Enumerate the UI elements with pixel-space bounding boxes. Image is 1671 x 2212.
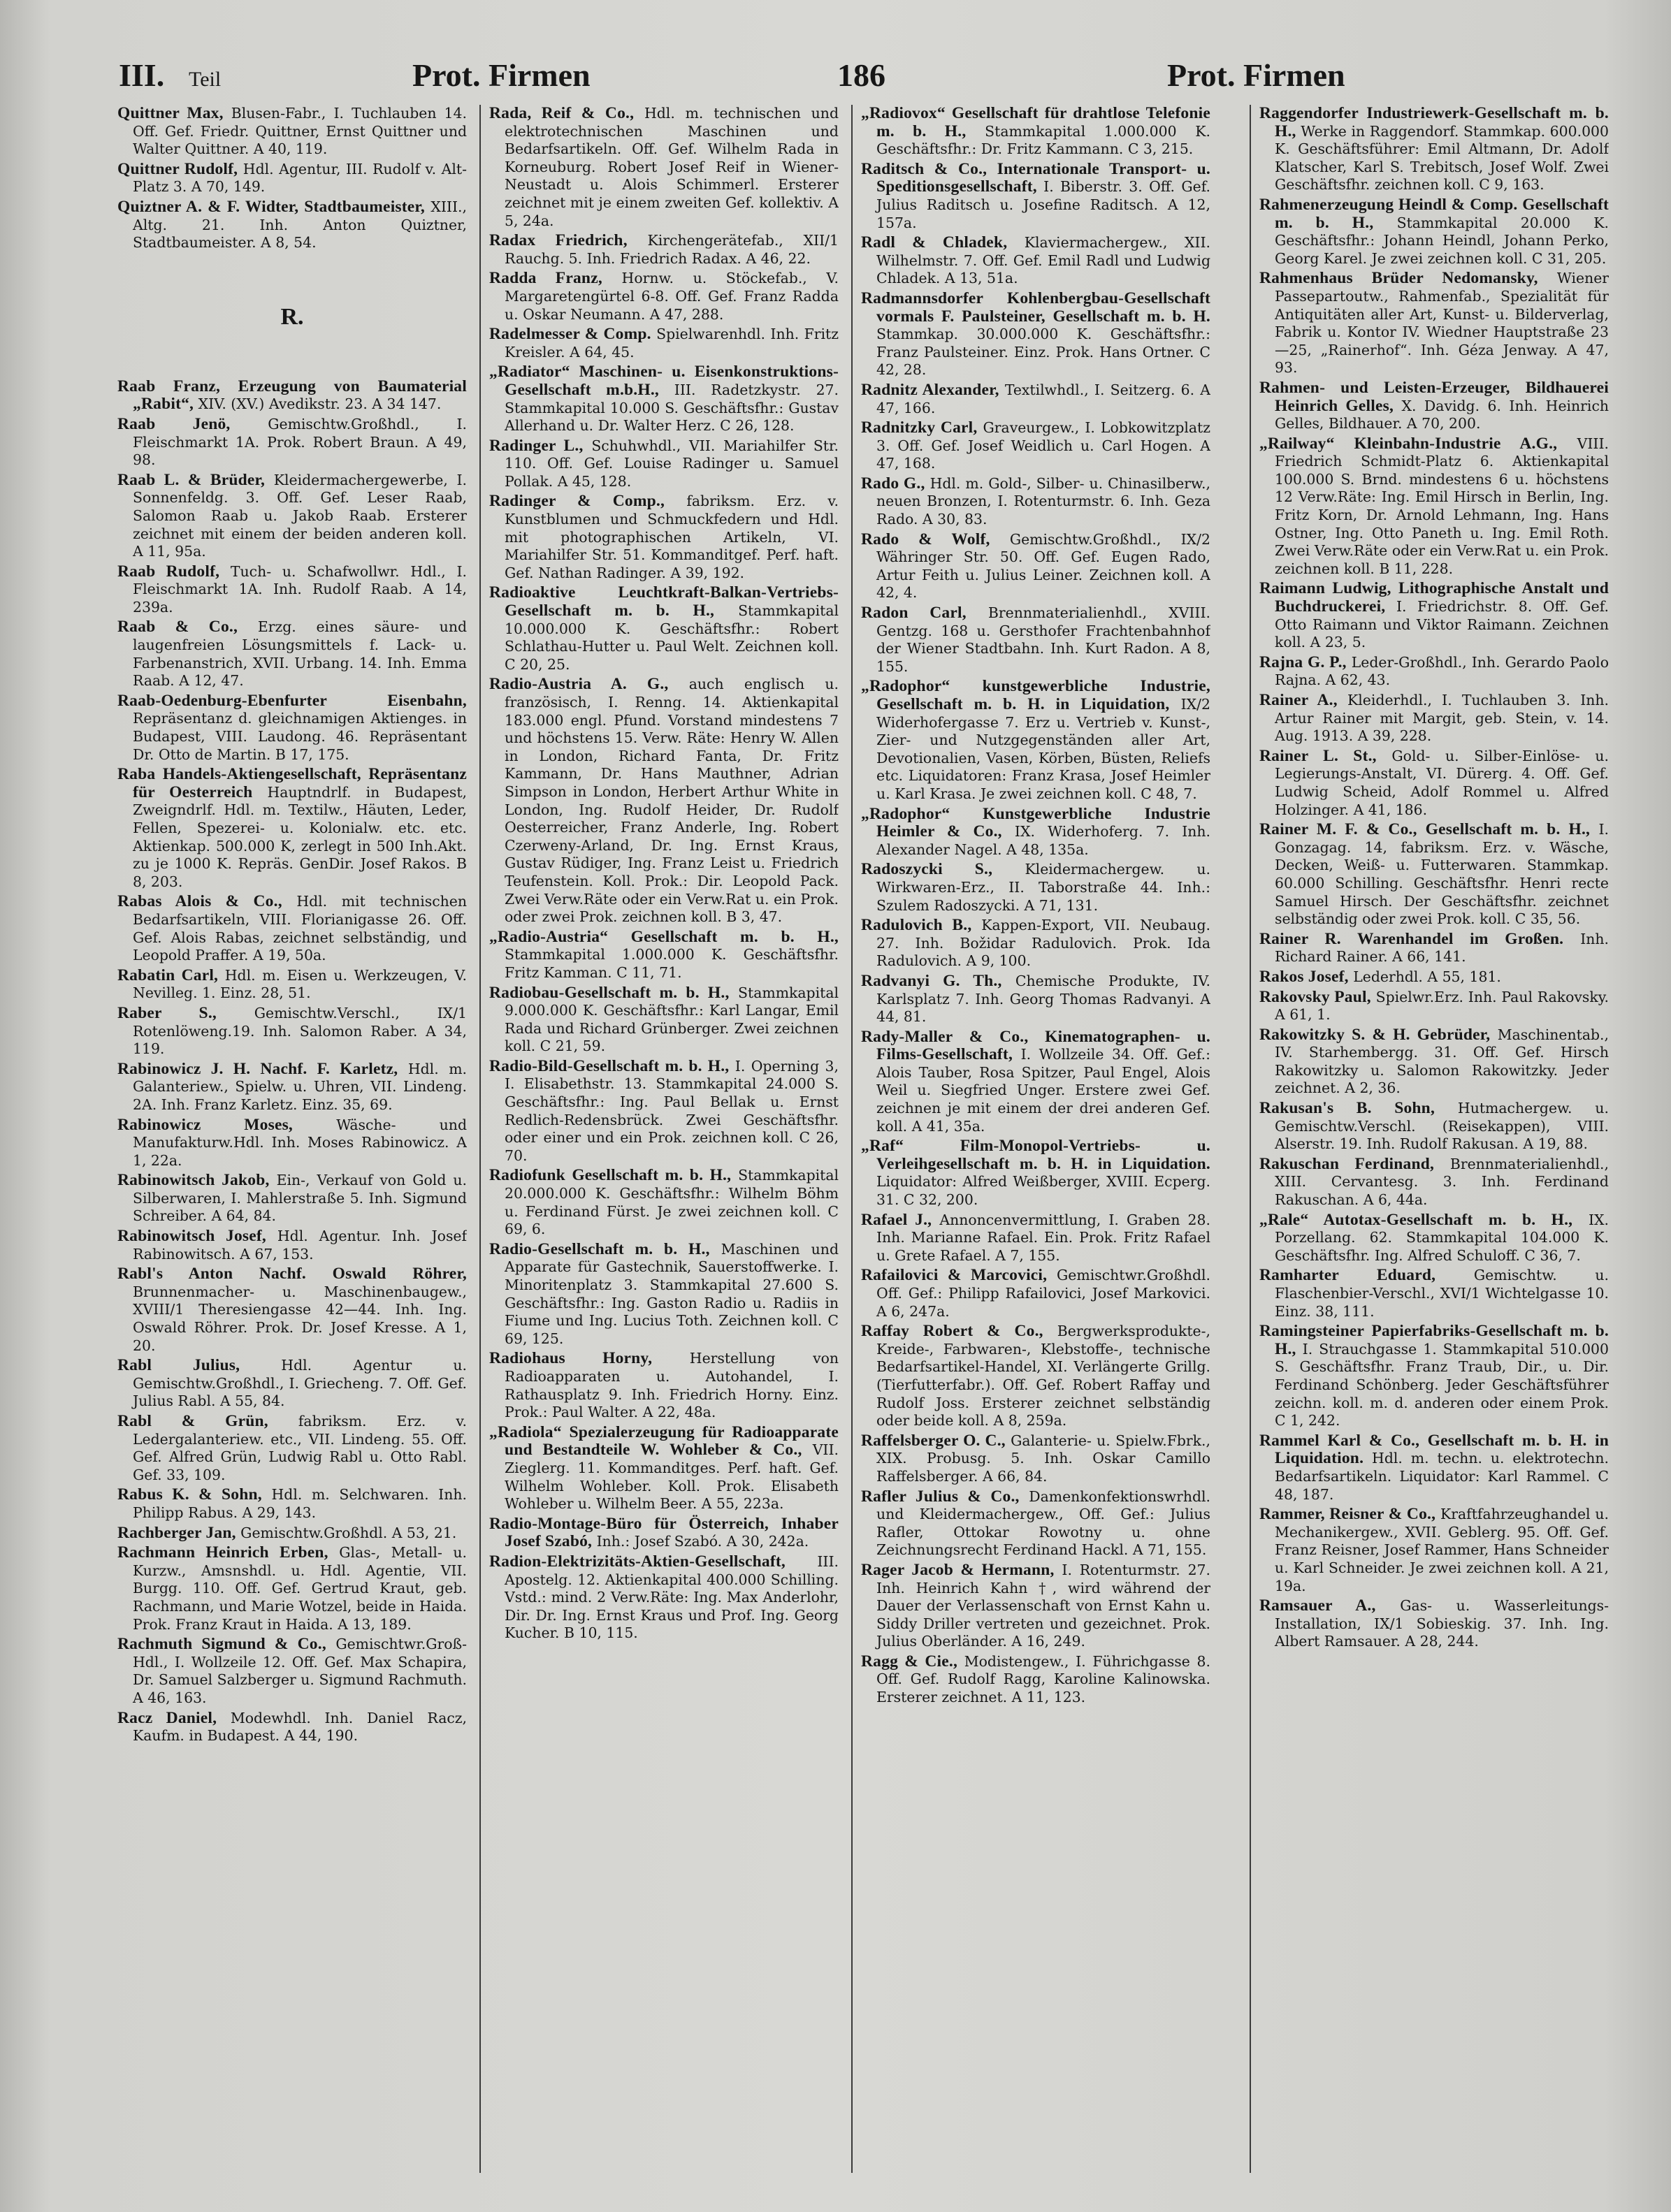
firm-entry xyxy=(117,893,467,964)
firm-name: Radulovich B., xyxy=(861,916,972,935)
firm-details: Hdl. m. technischen und elektrotechnischen Maschinen und Bedarfsartikeln. Off. Gef. Wilhelm Rada in Korneuburg. Robert Josef Reif in Wiener-Neustadt u. Alois Schimmerl. Ersterer zeichnet mit je einem zweiten Gef. kollektiv. A 5, 24a. xyxy=(505,105,839,229)
firm-name: Rachmuth Sigmund & Co., xyxy=(117,1635,326,1654)
column-3 xyxy=(861,105,1210,2187)
firm-details: auch englisch u. französisch, I. Renng. 14. Aktienkapital 183.000 engl. Pfund. Vorstand mindestens 7 und höchstens 15. Verw. Räte: Henry W. Allen in London, Richard Fanta, Dr. Fritz Kammann, Dr. Hans Mauthner, Adrian Simpson in London, Herbert Arthur White in London, Ing. Rudolf Heider, Dr. Rudolf Oesterreicher, Franz Anderle, Ing. Robert Czerweny-Arland, Dr. Ing. Ernst Kraus, Gustav Rüdiger, Ing. Franz Leist u. Friedrich Teufenstein. Koll. Prok.: Dir. Leopold Pack. Zwei Verw.Räte oder ein Verw.Rat u. ein Prok. oder zwei Prok. zeichnen koll. B 3, 47. xyxy=(505,676,839,926)
firm-name: Ramingsteiner Papierfabriks-Gesellschaft m. b. H., xyxy=(1259,1322,1609,1358)
firm-name: Ramsauer A., xyxy=(1259,1596,1376,1615)
firm-name: „Radiator“ Maschinen- u. Eisenkonstruktions-Gesellschaft m.b.H., xyxy=(489,363,839,399)
firm-entry xyxy=(489,270,839,323)
firm-details: Stammkapital 10.000.000 K. Geschäftsfhr.: Robert Schlathau-Hutter u. Paul Welt. Zeichnen koll. C 20, 25. xyxy=(505,602,839,673)
firm-details: fabriksm. Erz. v. Kunstblumen und Schmuckfedern und Hdl. mit photographischen Artikeln, VI. Mariahilfer Str. 51. Kommanditgef. Perf. haft. Gef. Nathan Radinger. A 39, 192. xyxy=(505,493,839,581)
firm-name: Raab Jenö, xyxy=(117,414,231,433)
firm-entry xyxy=(1259,821,1609,929)
firm-name: Rakos Josef, xyxy=(1259,967,1349,986)
firm-details: Stammkapital 9.000.000 K. Geschäftsfhr.: Karl Langar, Emil Rada und Richard Grünberger. Zwei zeichnen koll. C 21, 59. xyxy=(505,984,839,1055)
firm-name: Rakusan's B. Sohn, xyxy=(1259,1099,1435,1118)
firm-entry xyxy=(861,806,1210,859)
firm-details: I. Gonzagag. 14, fabriksm. Erz. v. Wäsche, Decken, Weiß- u. Futterwaren. Stammkap. 60.000 Schilling. Geschäftsfhr. Henri recte Samuel Hirsch. Der Geschäftsfhr. zeichnet selbständig oder zwei Prok. koll. C 35, 56. xyxy=(1275,821,1609,928)
column-rule xyxy=(479,105,481,2173)
firm-details: XIV. (XV.) Avedikstr. 23. A 34 147. xyxy=(198,395,442,413)
firm-entry xyxy=(861,604,1210,676)
firm-entry xyxy=(489,493,839,582)
firm-entry xyxy=(117,1228,467,1263)
firm-name: „Railway“ Kleinbahn-Industrie A.G., xyxy=(1259,434,1558,453)
firm-name: Rabl Julius, xyxy=(117,1356,240,1375)
firm-details: Glas-, Metall- u. Kurzw., Amsnshdl. u. Hdl. Agentie, VII. Burgg. 110. Off. Gef. Gertrud Kraut, geb. Rachmann, und Marie Wotzel, beide in Haida. Prok. Franz Kraut in Haida. A 13, 189. xyxy=(133,1544,467,1633)
firm-details: Maschinen und Apparate für Gastechnik, Sauerstoffwerke. I. Minoritenplatz 3. Stammkapital 27.600 S. Geschäftsfhr.: Ing. Gaston Radio u. Radiis in Fiume und Ing. Lucius Toth. Zeichnen koll. C 69, 125. xyxy=(505,1240,839,1347)
firm-details: Kirchengerätefab., XII/1 Rauchg. 5. Inh. Friedrich Radax. A 46, 22. xyxy=(505,232,839,267)
firm-entry xyxy=(117,1486,467,1522)
firm-details: Hdl. Agentur u. Gemischtw.Großhdl., I. Griecheng. 7. Off. Gef. Julius Rabl. A 55, 84. xyxy=(133,1357,467,1410)
firm-entry xyxy=(117,766,467,891)
firm-name: Rabus K. & Sohn, xyxy=(117,1485,262,1504)
firm-details: Gemischtwr.Großhdl. Off. Gef.: Philipp Rafailovici, Josef Markovici. A 6, 247a. xyxy=(876,1267,1210,1320)
firm-entry xyxy=(489,1553,839,1643)
firm-name: Radinger & Comp., xyxy=(489,492,665,511)
firm-name: Radl & Chladek, xyxy=(861,233,1008,252)
column-rule xyxy=(1250,105,1251,2173)
firm-name: Raffay Robert & Co., xyxy=(861,1322,1043,1341)
firm-entry xyxy=(861,161,1210,232)
firm-details: Brunnenmacher- u. Maschinenbaugew., XVIII/1 Theresiengasse 42—44. Inh. Ing. Oswald Röhrer. Prok. Dr. Josef Kresse. A 1, 20. xyxy=(133,1283,467,1354)
firm-details: Liquidator: Alfred Weißberger, XVIII. Ecperg. 31. C 32, 200. xyxy=(876,1173,1210,1209)
firm-entry xyxy=(1259,931,1609,966)
firm-entry xyxy=(489,326,839,361)
firm-entry xyxy=(861,861,1210,915)
firm-entry xyxy=(861,1028,1210,1136)
firm-entry xyxy=(1259,580,1609,651)
firm-details: Stammkap. 30.000.000 K. Geschäftsfhr.: Franz Paulsteiner. Einz. Prok. Hans Ortner. C 42, 28. xyxy=(876,326,1210,379)
firm-entry xyxy=(117,1710,467,1745)
firm-entry xyxy=(117,563,467,617)
firm-entry xyxy=(861,1653,1210,1707)
firm-details: Gemischtw. u. Flaschenbier-Verschl., XVI/1 Wichtelgasse 10. Einz. 38, 111. xyxy=(1275,1267,1609,1320)
firm-details: Brennmaterialienhdl., XVIII. Gentzg. 168 u. Gersthofer Frachtenbahnhof der Wiener Stadtbahn. Inh. Kurt Radon. A 8, 155. xyxy=(876,604,1210,675)
firm-details: Annoncenvermittlung, I. Graben 28. Inh. Marianne Rafael. Ein. Prok. Fritz Rafael u. Grete Rafael. A 7, 155. xyxy=(876,1211,1210,1264)
firm-entry xyxy=(117,618,467,690)
firm-entry xyxy=(861,1488,1210,1559)
firm-details: Graveurgew., I. Lobkowitzplatz 3. Off. Gef. Josef Weidlich u. Carl Hogen. A 47, 168. xyxy=(876,419,1210,472)
firm-entry xyxy=(489,1515,839,1551)
firm-name: Radda Franz, xyxy=(489,269,602,288)
firm-details: III. Apostelg. 12. Aktienkapital 400.000 Schilling. Vstd.: mind. 2 Verw.Räte: Ing. Max Anderlohr, Dir. Dr. Ing. Ernst Kraus und Prof. Ing. Georg Kucher. B 10, 115. xyxy=(505,1552,839,1642)
firm-entry xyxy=(489,1167,839,1238)
firm-name: Rakovsky Paul, xyxy=(1259,987,1371,1006)
firm-details: Stammkapital 20.000 K. Geschäftsfhr.: Johann Heindl, Johann Perko, Georg Karel. Je zwei zeichnen koll. C 31, 205. xyxy=(1275,214,1609,267)
firm-name: Ragg & Cie., xyxy=(861,1652,958,1671)
firm-details: Herstellung von Radioapparaten u. Autohandel, I. Rathausplatz 9. Inh. Friedrich Horny. Einz. Prok.: Paul Walter. A 22, 48a. xyxy=(505,1350,839,1421)
firm-entry xyxy=(489,1424,839,1513)
firm-entry xyxy=(861,381,1210,417)
firm-entry xyxy=(861,678,1210,803)
firm-entry xyxy=(1259,270,1609,377)
firm-name: Radiohaus Horny, xyxy=(489,1349,653,1368)
firm-name: Radnitzky Carl, xyxy=(861,419,978,437)
firm-name: „Radophor“ kunstgewerbliche Industrie, Gesellschaft m. b. H. in Liquidation, xyxy=(861,677,1210,713)
firm-details: Ein-, Verkauf von Gold u. Silberwaren, I. Mahlerstraße 5. Inh. Sigmund Schreiber. A 64, 84. xyxy=(133,1172,467,1225)
firm-details: Modistengew., I. Führichgasse 8. Off. Gef. Rudolf Ragg, Karoline Kalinowska. Ersterer zeichnet. A 11, 123. xyxy=(876,1652,1210,1706)
firm-details: Gas- u. Wasserleitungs-Installation, IX/1 Sobieskig. 37. Inh. Ing. Albert Ramsauer. A 28, 244. xyxy=(1275,1597,1609,1650)
firm-entry xyxy=(861,1267,1210,1320)
firm-details: Gemischtw.Verschl., IX/1 Rotenlöweng.19. Inh. Salomon Raber. A 34, 119. xyxy=(133,1004,467,1058)
firm-entry xyxy=(1259,1597,1609,1651)
firm-entry xyxy=(861,973,1210,1026)
firm-entry xyxy=(117,1116,467,1170)
firm-name: Rafael J., xyxy=(861,1210,932,1229)
firm-name: Radiobau-Gesellschaft m. b. H., xyxy=(489,983,730,1002)
column-4 xyxy=(1259,105,1609,2187)
firm-details: Kleidermachergew. u. Wirkwaren-Erz., II. Taborstraße 44. Inh.: Szulem Radoszycki. A 71, 131. xyxy=(876,861,1210,914)
firm-name: Rainer M. F. & Co., Gesellschaft m. b. H., xyxy=(1259,820,1591,839)
firm-entry xyxy=(1259,1100,1609,1154)
firm-name: Raab & Co., xyxy=(117,618,238,636)
firm-name: Rachmann Heinrich Erben, xyxy=(117,1543,328,1562)
firm-entry xyxy=(1259,1156,1609,1209)
firm-entry xyxy=(489,1350,839,1421)
firm-entry xyxy=(489,363,839,435)
firm-entry xyxy=(489,929,839,982)
firm-details: Schuhwhdl., VII. Mariahilfer Str. 110. Off. Gef. Louise Radinger u. Samuel Pollak. A 45, 128. xyxy=(505,437,839,490)
firm-entry xyxy=(1259,1026,1609,1098)
firm-entry xyxy=(489,584,839,674)
firm-details: Wiener Passepartoutw., Rahmenfab., Spezialität für Antiquitäten aller Art, Kunst- u. Bilderverlag, Fabrik u. Kontor IV. Wiedner Hauptstraße 23—25, „Rainerhof“. Inh. Géza Jenway. A 47, 93. xyxy=(1275,270,1609,377)
firm-name: Radon Carl, xyxy=(861,604,967,623)
firm-entry xyxy=(117,416,467,470)
firm-entry xyxy=(1259,1267,1609,1320)
firm-name: Rainer L. St., xyxy=(1259,746,1377,765)
firm-entry xyxy=(1259,654,1609,690)
firm-details: I. Biberstr. 3. Off. Gef. Julius Raditsch u. Josefine Raditsch. A 12, 157a. xyxy=(876,178,1210,231)
firm-name: Rabinowitsch Jakob, xyxy=(117,1171,270,1190)
firm-entry xyxy=(489,437,839,491)
firm-details: Chemische Produkte, IV. Karlsplatz 7. Inh. Georg Thomas Radvanyi. A 44, 81. xyxy=(876,972,1210,1026)
firm-details: Lederhdl. A 55, 181. xyxy=(1353,968,1501,985)
firm-name: Rabinowicz Moses, xyxy=(117,1115,293,1134)
firm-details: I. Strauchgasse 1. Stammkapital 510.000 S. Geschäftsfhr. Franz Traub, Dir., u. Dir. Ferdinand Schönberg. Jeder Geschäftsführer zeichn. koll. m. d. anderen oder einem Prok. C 1, 242. xyxy=(1275,1340,1609,1429)
column-1 xyxy=(117,105,467,2187)
firm-name: Radioaktive Leuchtkraft-Balkan-Vertriebs-Gesellschaft m. b. H., xyxy=(489,583,839,620)
firm-name: Rada, Reif & Co., xyxy=(489,105,635,122)
firm-details: Klaviermachergew., XII. Wilhelmstr. 7. Off. Gef. Emil Radl und Ludwig Chladek. A 13, 51a. xyxy=(876,234,1210,287)
firm-details: Kleidermachergewerbe, I. Sonnenfeldg. 3. Off. Gef. Leser Raab, Salomon Raab u. Jakob Raab. Ersterer zeichnet mit einem der beiden anderen koll. A 11, 95a. xyxy=(133,471,467,560)
page-number: 186 xyxy=(837,57,885,93)
firm-name: „Radiola“ Spezialerzeugung für Radioapparate und Bestandteile W. Wohleber & Co., xyxy=(489,1422,839,1460)
firm-details: I. Wollzeile 34. Off. Gef.: Alois Tauber, Rosa Spitzer, Paul Engel, Alois Weil u. Siegfried Unger. Erstere zwei Gef. zeichnen je mit einem der drei anderen Gef. koll. A 41, 35a. xyxy=(876,1046,1210,1135)
firm-details: I. Rotenturmstr. 27. Inh. Heinrich Kahn †, wird während der Dauer der Verlassenschaft von Ernst Kahn u. Siddy Driller vertreten und gezeichnet. Prok. Julius Oberländer. A 16, 249. xyxy=(876,1561,1210,1650)
firm-name: Rabatin Carl, xyxy=(117,966,219,984)
firm-name: Rammel Karl & Co., Gesellschaft m. b. H. in Liquidation. xyxy=(1259,1431,1609,1468)
firm-name: Rady-Maller & Co., Kinematographen- u. Films-Gesellschaft, xyxy=(861,1027,1210,1064)
firm-name: Rabas Alois & Co., xyxy=(117,892,282,911)
firm-entry xyxy=(861,105,1210,159)
firm-entry xyxy=(117,161,467,196)
firm-name: Radinger L., xyxy=(489,436,584,455)
firm-name: „Radio-Austria“ Gesellschaft m. b. H., xyxy=(489,927,839,946)
part-number: III. xyxy=(119,57,165,93)
firm-name: Radnitz Alexander, xyxy=(861,380,999,399)
firm-details: Bergwerksprodukte-, Kreide-, Farbwaren-, Klebstoffe-, technische Bedarfsartikel-Handel, XI. Verlängerte Grillg. (Tierfutterfabr.). Off. Gef. Robert Raffay und Rudolf Joss. Ersterer zeichnet selbständig oder beide koll. A 8, 259a. xyxy=(876,1323,1210,1429)
firm-details: Hdl. m. Eisen u. Werkzeugen, V. Nevilleg. 1. Einz. 28, 51. xyxy=(133,966,467,1002)
firm-details: X. Davidg. 6. Inh. Heinrich Gelles, Bildhauer. A 70, 200. xyxy=(1275,397,1609,432)
firm-name: Raggendorfer Industriewerk-Gesellschaft m. b. H., xyxy=(1259,105,1609,140)
firm-name: Raab-Oedenburg-Ebenfurter Eisenbahn, xyxy=(117,691,467,710)
firm-name: Raditsch & Co., Internationale Transport- u. Speditionsgesellschaft, xyxy=(861,159,1210,196)
firm-name: Radelmesser & Comp. xyxy=(489,325,651,344)
firm-details: Gemischtw.Großhdl. A 53, 21. xyxy=(240,1524,457,1541)
firm-entry xyxy=(117,1544,467,1633)
firm-details: I. Friedrichstr. 8. Off. Gef. Otto Raimann und Viktor Raimann. Zeichnen koll. A 23, 5. xyxy=(1275,598,1609,651)
firm-details: Hutmachergew. u. Gemischtw.Verschl. (Reisekappen), VIII. Alserstr. 19. Inh. Rudolf Rakusan. A 19, 88. xyxy=(1275,1100,1609,1153)
firm-entry xyxy=(861,1211,1210,1265)
firm-details: Hdl. m. Gold-, Silber- u. Chinasilberw., neuen Bronzen, I. Rotenturmstr. 6. Inh. Geza Rado. A 30, 83. xyxy=(876,474,1210,528)
firm-entry xyxy=(117,1265,467,1355)
firm-details: Stammkapital 1.000.000 K. Geschäftsfhr. Fritz Kamman. C 11, 71. xyxy=(505,946,839,981)
column-rule xyxy=(851,105,853,2173)
firm-name: Rahmen- und Leisten-Erzeuger, Bildhauerei Heinrich Gelles, xyxy=(1259,378,1609,415)
firm-details: Erzg. eines säure- und laugenfreien Lösungsmittels f. Lack- u. Farbenanstrich, XVII. Urbang. 14. Inh. Emma Raab. A 12, 47. xyxy=(133,618,467,690)
firm-details: Repräsentanz d. gleichnamigen Aktienges. in Budapest, VIII. Laudong. 46. Repräsentant Dr. Otto de Martin. B 17, 175. xyxy=(133,710,467,763)
firm-details: Kappen-Export, VII. Neubaug. 27. Inh. Božidar Radulovich. Prok. Ida Radulovich. A 9, 100. xyxy=(876,917,1210,970)
firm-entry xyxy=(117,1172,467,1225)
firm-details: Hdl. m. techn. u. elektrotechn. Bedarfsartikeln. Liquidator: Karl Rammel. C 48, 187. xyxy=(1275,1450,1609,1503)
firm-entry xyxy=(1259,1506,1609,1595)
firm-entry xyxy=(861,1323,1210,1430)
firm-name: Quiztner A. & F. Widter, Stadtbaumeister, xyxy=(117,197,425,216)
firm-name: Rabl & Grün, xyxy=(117,1412,268,1430)
right-running-title: Prot. Firmen xyxy=(1167,57,1345,93)
firm-name: Rabinowicz J. H. Nachf. F. Karletz, xyxy=(117,1059,398,1078)
firm-entry xyxy=(861,419,1210,473)
firm-entry xyxy=(117,378,467,414)
firm-entry xyxy=(861,1432,1210,1486)
firm-entry xyxy=(1259,196,1609,268)
part-suffix: Teil xyxy=(189,68,222,91)
firm-entry xyxy=(489,1058,839,1165)
firm-details: Gemischtw.Großhdl., I. Fleischmarkt 1A. Prok. Robert Braun. A 49, 98. xyxy=(133,415,467,469)
firm-name: Radiofunk Gesellschaft m. b. H., xyxy=(489,1166,732,1185)
firm-details: Wäsche- und Manufakturw.Hdl. Inh. Moses Rabinowicz. A 1, 22a. xyxy=(133,1116,467,1169)
firm-name: Rajna G. P., xyxy=(1259,653,1347,671)
firm-details: Hdl. Agentur, III. Rudolf v. Alt-Platz 3. A 70, 149. xyxy=(133,160,467,196)
firm-entry xyxy=(117,1413,467,1484)
firm-entry xyxy=(489,232,839,268)
firm-name: Radmannsdorfer Kohlenbergbau-Gesellschaft vormals F. Paulsteiner, Gesellschaft m. b. H. xyxy=(861,289,1210,326)
firm-name: Raab L. & Brüder, xyxy=(117,470,266,489)
firm-entry xyxy=(1259,1432,1609,1504)
firm-details: Hornw. u. Stöckefab., V. Margaretengürtel 6-8. Off. Gef. Franz Radda u. Oskar Neumann. A 47, 288. xyxy=(505,270,839,323)
left-running-title: Prot. Firmen xyxy=(412,57,591,93)
firm-details: Gemischtw.Großhdl., IX/2 Währinger Str. 50. Off. Gef. Eugen Rado, Artur Feith u. Julius Leiner. Zeichnen koll. A 42, 4. xyxy=(876,530,1210,602)
firm-entry xyxy=(117,472,467,561)
firm-details: Blusen-Fabr., I. Tuchlauben 14. Off. Gef. Friedr. Quittner, Ernst Quittner und Walter Quittner. A 40, 119. xyxy=(133,105,467,158)
firm-details: IX. Porzellang. 62. Stammkapital 104.000 K. Geschäftsfhr. Ing. Alfred Schuloff. C 36, 7. xyxy=(1275,1211,1609,1264)
firm-entry xyxy=(1259,435,1609,579)
firm-name: Rabl's Anton Nachf. Oswald Röhrer, xyxy=(117,1265,467,1283)
firm-details: Kraftfahrzeughandel u. Mechanikergew., XVII. Geblerg. 95. Off. Gef. Franz Reisner, Josef Rammer, Hans Schneider u. Karl Schneider. Je zwei zeichnen koll. A 21, 19a. xyxy=(1275,1506,1609,1594)
firm-name: Raber S., xyxy=(117,1003,217,1022)
firm-entry xyxy=(1259,692,1609,745)
firm-entry xyxy=(1259,379,1609,433)
firm-details: Hdl. mit technischen Bedarfsartikeln, VIII. Florianigasse 26. Off. Gef. Alois Rabas, zeichnet selbständig, und Leopold Praffer. A 19, 50a. xyxy=(133,893,467,964)
firm-name: Quittner Rudolf, xyxy=(117,159,238,178)
firm-entry xyxy=(1259,968,1609,987)
firm-name: Raab Franz, Erzeugung von Baumaterial „Rabit“, xyxy=(117,377,467,414)
firm-details: Leder-Großhdl., Inh. Gerardo Paolo Rajna. A 62, 43. xyxy=(1275,653,1609,689)
section-letter: R. xyxy=(280,303,304,330)
firm-name: Rado G., xyxy=(861,474,925,493)
firm-entry xyxy=(861,290,1210,379)
firm-details: I. Operning 3, I. Elisabethstr. 13. Stammkapital 24.000 S. Geschäftsfhr.: Ing. Paul Bellak u. Ernst Redlich-Redensbrück. Zwei Geschäftsfhr. oder einer und ein Prok. zeichnen koll. C 26, 70. xyxy=(505,1057,839,1164)
firm-name: Rainer A., xyxy=(1259,691,1338,709)
firm-entry xyxy=(489,1241,839,1348)
firm-details: Galanterie- u. Spielw.Fbrk., XIX. Probusg. 5. Inh. Oskar Camillo Raffelsberger. A 66, 84. xyxy=(876,1432,1210,1485)
firm-entry xyxy=(1259,1323,1609,1430)
firm-details: Spielwr.Erz. Inh. Paul Rakovsky. A 61, 1. xyxy=(1275,988,1609,1024)
firm-details: fabriksm. Erz. v. Ledergalanteriew. etc., VII. Lindeng. 55. Off. Gef. Alfred Grün, Ludwig Rabl u. Otto Rabl. Gef. 33, 109. xyxy=(133,1413,467,1483)
firm-name: Rahmenhaus Brüder Nedomansky, xyxy=(1259,269,1538,288)
firm-details: Werke in Raggendorf. Stammkap. 600.000 K. Geschäftsführer: Emil Altmann, Dr. Adolf Klatscher, Karl S. Trebitsch, Josef Wolf. Zwei Geschäftsfhr. zeichnen koll. C 9, 163. xyxy=(1275,122,1609,194)
firm-entry xyxy=(117,105,467,159)
firm-name: Rammer, Reisner & Co., xyxy=(1259,1505,1436,1524)
page-header xyxy=(119,54,1614,96)
firm-entry xyxy=(117,1061,467,1114)
firm-entry xyxy=(117,198,467,252)
firm-entry xyxy=(861,1137,1210,1209)
firm-entry xyxy=(117,1636,467,1707)
firm-name: Rainer R. Warenhandel im Großen. xyxy=(1259,929,1564,948)
firm-name: Radio-Austria A. G., xyxy=(489,675,669,694)
firm-entry xyxy=(489,105,839,230)
firm-details: Textilwhdl., I. Seitzerg. 6. A 47, 166. xyxy=(876,381,1210,416)
firm-details: Tuch- u. Schafwollwr. Hdl., I. Fleischmarkt 1A. Inh. Rudolf Raab. A 14, 239a. xyxy=(133,562,467,616)
firm-name: Radio-Gesellschaft m. b. H., xyxy=(489,1239,710,1258)
firm-details: Gemischtwr.Groß-Hdl., I. Wollzeile 12. Off. Gef. Max Schapira, Dr. Samuel Salzberger u. Sigmund Rachmuth. A 46, 163. xyxy=(133,1636,467,1706)
firm-details: Kleiderhdl., I. Tuchlauben 3. Inh. Artur Rainer mit Margit, geb. Stein, v. 14. Aug. 1913. A 39, 228. xyxy=(1275,692,1609,745)
firm-entry xyxy=(117,1357,467,1411)
firm-entry xyxy=(117,1525,467,1543)
firm-entry xyxy=(1259,748,1609,819)
firm-entry xyxy=(489,984,839,1056)
firm-details: XIII., Altg. 21. Inh. Anton Quiztner, Stadtbaumeister. A 8, 54. xyxy=(133,198,467,252)
firm-name: Raffelsberger O. C., xyxy=(861,1431,1006,1450)
firm-name: „Radiovox“ Gesellschaft für drahtlose Telefonie m. b. H., xyxy=(861,105,1210,140)
firm-entry xyxy=(117,1005,467,1058)
firm-name: Rabinowitsch Josef, xyxy=(117,1227,266,1246)
firm-entry xyxy=(861,475,1210,529)
firm-entry xyxy=(861,1562,1210,1651)
firm-entry xyxy=(1259,989,1609,1024)
firm-name: Rafailovici & Marcovici, xyxy=(861,1266,1048,1285)
firm-name: Rakuschan Ferdinand, xyxy=(1259,1154,1435,1173)
firm-name: Raba Handels-Aktiengesellschaft, Repräsentanz für Oesterreich xyxy=(117,765,467,801)
firm-entry xyxy=(117,967,467,1003)
firm-details: Gold- u. Silber-Einlöse- u. Legierungs-Anstalt, VI. Dürerg. 4. Off. Gef. Ludwig Scheid, Adolf Rommel u. Alfred Holzinger. A 41, 186. xyxy=(1275,747,1609,818)
firm-name: Rachberger Jan, xyxy=(117,1523,236,1542)
firm-entry xyxy=(117,692,467,764)
firm-details: Hauptndrlf. in Budapest, Zweigndrlf. Hdl. m. Textilw., Häuten, Leder, Fellen, Spezerei- u. Kolonialw. etc. etc. Aktienkap. 500.000 K, zerlegt in 500 Inh.Akt. zu je 1000 K. Repräs. GenDir. Josef Rakos. B 8, 203. xyxy=(133,783,467,890)
firm-details: Stammkapital 1.000.000 K. Geschäftsfhr.: Dr. Fritz Kammann. C 3, 215. xyxy=(876,122,1210,158)
firm-details: Spielwarenhdl. Inh. Fritz Kreisler. A 64, 45. xyxy=(505,326,839,361)
column-2 xyxy=(489,105,839,2187)
firm-name: Raab Rudolf, xyxy=(117,562,220,581)
firm-name: „Rale“ Autotax-Gesellschaft m. b. H., xyxy=(1259,1210,1573,1229)
firm-name: Radio-Bild-Gesellschaft m. b. H., xyxy=(489,1056,730,1075)
firm-details: Damenkonfektionswrhdl. und Kleidermachergew., Off. Gef.: Julius Rafler, Ottokar Rowotny u. ohne Zeichnungsrecht Ferdinand Hackl. A 71, 155. xyxy=(876,1487,1210,1559)
firm-details: Inh.: Josef Szabó. A 30, 242a. xyxy=(596,1533,809,1550)
firm-name: Rado & Wolf, xyxy=(861,530,990,548)
firm-details: VII. Zieglerg. 11. Kommanditges. Perf. haft. Gef. Wilhelm Wohleber. Koll. Prok. Elisabeth Wohleber u. Wilhelm Beer. A 55, 223a. xyxy=(505,1441,839,1513)
firm-name: Rafler Julius & Co., xyxy=(861,1487,1020,1506)
firm-entry xyxy=(861,234,1210,288)
firm-details: III. Radetzkystr. 27. Stammkapital 10.000 S. Geschäftsfhr.: Gustav Allerhand u. Dr. Walter Herz. C 26, 128. xyxy=(505,381,839,435)
firm-name: Radoszycki S., xyxy=(861,860,993,879)
firm-name: Radio-Montage-Büro für Österreich, Inhaber Josef Szabó, xyxy=(489,1514,839,1551)
firm-name: Quittner Max, xyxy=(117,105,224,122)
firm-name: Rakowitzky S. & H. Gebrüder, xyxy=(1259,1025,1491,1044)
firm-name: Racz Daniel, xyxy=(117,1708,217,1727)
firm-details: Inh. Richard Rainer. A 66, 141. xyxy=(1275,930,1609,966)
firm-details: Stammkapital 20.000.000 K. Geschäftsfhr.: Wilhelm Böhm u. Ferdinand Fürst. Je zwei zeichnen koll. C 69, 6. xyxy=(505,1167,839,1238)
firm-entry xyxy=(489,676,839,926)
firm-details: Hdl. Agentur. Inh. Josef Rabinowitsch. A 67, 153. xyxy=(133,1228,467,1263)
firm-name: Radion-Elektrizitäts-Aktien-Gesellschaft, xyxy=(489,1552,786,1571)
firm-entry xyxy=(1259,1211,1609,1265)
firm-entry xyxy=(1259,105,1609,194)
firm-details: Hdl. m. Selchwaren. Inh. Philipp Rabus. A 29, 143. xyxy=(133,1486,467,1521)
firm-name: „Raf“ Film-Monopol-Vertriebs- u. Verleihgesellschaft m. b. H. in Liquidation. xyxy=(861,1137,1210,1173)
firm-details: IX/2 Widerhofergasse 7. Erz u. Vertrieb v. Kunst-, Zier- und Nutzgegenständen aller Art, Devotionalien, Vasen, Körben, Büsten, Reliefs etc. Liquidatoren: Franz Krasa, Josef Heimler u. Karl Krasa. Je zwei zeichnen koll. C 48, 7. xyxy=(876,696,1210,802)
firm-name: Rahmenerzeugung Heindl & Comp. Gesellschaft m. b. H., xyxy=(1259,195,1609,232)
firm-name: Radvanyi G. Th., xyxy=(861,971,1002,990)
firm-details: Brennmaterialienhdl., XIII. Cervantesg. 3. Inh. Ferdinand Rakuschan. A 6, 44a. xyxy=(1275,1155,1609,1209)
firm-name: Ramharter Eduard, xyxy=(1259,1266,1436,1285)
firm-details: Maschinentab., IV. Starhembergg. 31. Off. Gef. Hirsch Rakowitzky u. Salomon Rakowitzky. Jeder zeichnet. A 2, 36. xyxy=(1275,1026,1609,1097)
firm-entry xyxy=(861,917,1210,970)
firm-name: Radax Friedrich, xyxy=(489,231,628,250)
firm-entry xyxy=(861,531,1210,602)
firm-details: Hdl. m. Galanteriew., Spielw. u. Uhren, VII. Lindeng. 2A. Inh. Franz Karletz. Einz. 35, 69. xyxy=(133,1060,467,1113)
firm-name: Rager Jacob & Hermann, xyxy=(861,1560,1055,1579)
firm-name: „Radophor“ Kunstgewerbliche Industrie Heimler & Co., xyxy=(861,804,1210,841)
firm-details: VIII. Friedrich Schmidt-Platz 6. Aktienkapital 100.000 S. Brnd. mindestens 6 u. höchstens 12 Verw.Räte: Ing. Emil Hirsch in Berlin, Ing. Fritz Korn, Dr. Arnold Lehmann, Ing. Hans Ostner, Ing. Otto Paneth u. Ing. Emil Roth. Zwei Verw.Räte oder ein Verw.Rat u. ein Prok. zeichnen koll. B 11, 228. xyxy=(1275,435,1609,577)
firm-name: Raimann Ludwig, Lithographische Anstalt und Buchdruckerei, xyxy=(1259,579,1609,616)
firm-details: IX. Widerhoferg. 7. Inh. Alexander Nagel. A 48, 135a. xyxy=(876,823,1210,858)
firm-details: Modewhdl. Inh. Daniel Racz, Kaufm. in Budapest. A 44, 190. xyxy=(133,1709,467,1745)
